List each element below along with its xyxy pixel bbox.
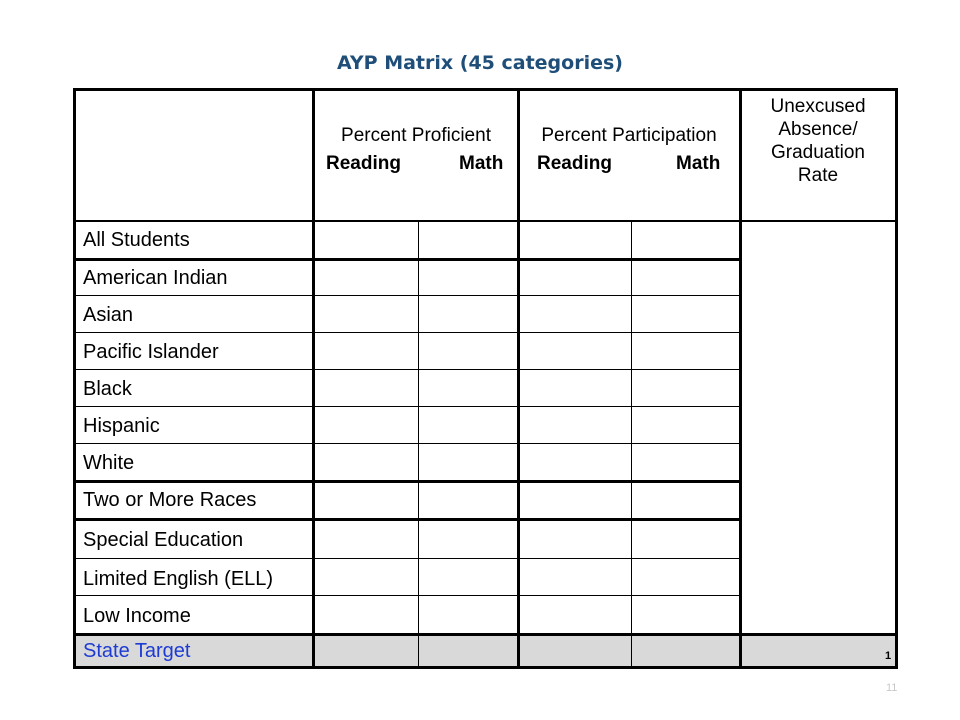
row-label-two-or-more-races: Two or More Races [83,489,257,511]
header-proficient-math: Math [459,153,504,174]
header-participation-math: Math [676,153,721,174]
row-label-low-income: Low Income [83,605,191,627]
line-below-header [73,220,898,222]
ayp-matrix [73,88,898,670]
row-label-black: Black [83,378,132,400]
line-below-two-or-more [73,518,742,521]
divider-proficient-participation [517,88,520,669]
row-label-hispanic: Hispanic [83,415,160,437]
header-percent-participation: Percent Participation [541,125,717,146]
line-below-all-students [73,258,742,261]
row-label-special-education: Special Education [83,529,244,551]
divider-participation-absence [739,88,742,669]
line-row-hispanic [73,443,742,444]
frame-right [895,88,898,669]
header-participation-reading: Reading [537,153,612,174]
divider-label-column [312,88,315,669]
row-label-limited-english: Limited English (ELL) [83,568,274,590]
state-target-shading [76,636,895,666]
header-proficient-reading: Reading [326,153,401,174]
row-label-pacific-islander: Pacific Islander [83,341,219,363]
line-row-asian [73,332,742,333]
header-absence-graduation: Unexcused Absence/ Graduation Rate [770,96,866,186]
line-row-limited-english [73,595,742,596]
row-label-american-indian: American Indian [83,267,228,289]
line-row-american-indian [73,295,742,296]
line-row-black [73,406,742,407]
row-label-asian: Asian [83,304,134,326]
slide-number: 11 [886,682,898,694]
divider-participation-reading-math [631,221,632,668]
line-above-state-target [73,633,898,636]
frame-top [73,88,898,91]
row-label-white: White [83,452,135,474]
frame-left [73,88,76,669]
matrix-title: AYP Matrix (45 categories) [337,52,623,74]
frame-bottom [73,666,898,669]
line-row-special-education [73,558,742,559]
page-number: 1 [885,650,892,662]
line-above-two-or-more [73,480,742,483]
row-label-all-students: All Students [83,229,190,251]
line-row-pacific-islander [73,369,742,370]
divider-proficient-reading-math [418,221,419,668]
row-label-state-target: State Target [83,640,191,662]
header-percent-proficient: Percent Proficient [341,125,491,146]
